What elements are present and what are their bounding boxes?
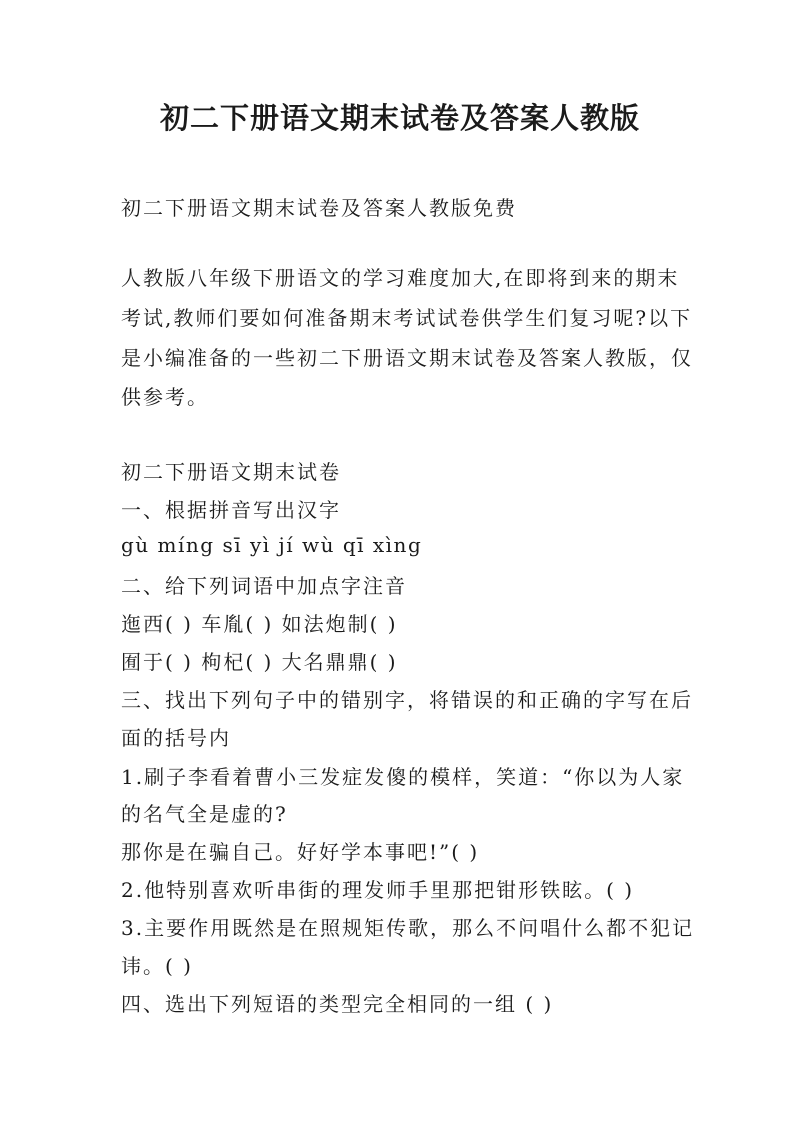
section-2-items-line: 囿于( ) 枸杞( ) 大名鼎鼎( ): [121, 650, 398, 674]
sentence-3: 3.主要作用既然是在照规矩传歌，那么不问唱什么都不犯记: [121, 916, 695, 940]
section-2-items-line: 迤西( ) 车胤( ) 如法炮制( ): [121, 612, 398, 636]
intro-paragraph-line: 是小编准备的一些初二下册语文期末试卷及答案人教版，仅: [121, 346, 693, 370]
sentence-1-continued: 的名气全是虚的?: [121, 802, 288, 826]
pinyin-line: gù míng sī yì jí wù qī xìng: [121, 533, 423, 557]
sentence-1: 1.刷子李看着曹小三发症发傻的模样，笑道：“你以为人家: [121, 765, 685, 789]
sentence-3-continued: 讳。( ): [121, 954, 193, 978]
sentence-1-continued: 那你是在骗自己。好好学本事吧!”( ): [121, 840, 480, 864]
section-1-heading: 一、根据拼音写出汉字: [121, 498, 341, 522]
document-title: 初二下册语文期末试卷及答案人教版: [159, 101, 640, 135]
intro-paragraph-line: 考试,教师们要如何准备期末考试试卷供学生们复习呢?以下: [121, 306, 693, 330]
section-3-heading-continued: 面的括号内: [121, 726, 231, 750]
sentence-2: 2.他特别喜欢听串街的理发师手里那把钳形铁眩。( ): [121, 878, 635, 902]
exam-heading: 初二下册语文期末试卷: [121, 460, 341, 484]
intro-paragraph-line: 人教版八年级下册语文的学习难度加大,在即将到来的期末: [121, 266, 680, 290]
section-2-heading: 二、给下列词语中加点字注音: [121, 574, 407, 598]
section-4-heading: 四、选出下列短语的类型完全相同的一组 ( ): [121, 992, 554, 1016]
section-3-heading: 三、找出下列句子中的错别字，将错误的和正确的字写在后: [121, 688, 693, 712]
intro-paragraph-line: 供参考。: [121, 385, 209, 409]
document-subtitle: 初二下册语文期末试卷及答案人教版免费: [121, 196, 517, 220]
